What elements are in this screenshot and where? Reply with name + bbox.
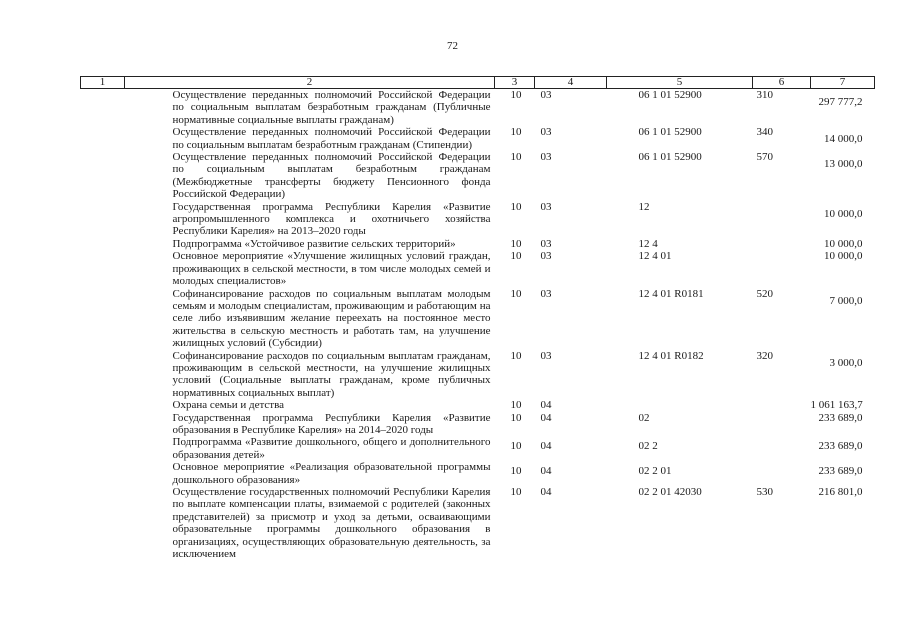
row-amount: 233 689,0: [818, 411, 863, 424]
row-name: Софинансирование расходов по социальным выплатам молодым семьям и молодым специалистам, проживающим и работающим на селе либо изъявившим желание переехать на постоянное место жительства в сельскую местность и работать там, на улучшение жилищных условий (Субсидии): [172, 287, 491, 350]
row-expense-type: [753, 461, 811, 486]
row-amount: 7 000,0: [829, 294, 863, 307]
row-number-cell: [81, 461, 125, 486]
row-name: Осуществление государственных полномочий Республики Карелия по выплате компенсации платы, взимаемой с родителей (законных представителей) за присмотр и уход за детьми, осваивающими образовательные программы дошкольного образования в организациях, осуществляющих образовательную деятельность, за исключением: [172, 486, 491, 561]
row-target-code: 06 1 01 52900: [638, 126, 702, 139]
row-number-cell: [81, 350, 125, 400]
row-section: 10: [510, 200, 522, 213]
table-row: [81, 201, 875, 238]
row-number-cell: [81, 89, 125, 127]
row-number-cell: [81, 436, 125, 461]
row-number-cell: [81, 486, 125, 560]
row-subsection: 04: [540, 486, 552, 498]
table-row: [81, 126, 875, 151]
row-amount: 10 000,0: [824, 207, 863, 220]
row-number-cell: [81, 412, 125, 437]
row-expense-type: [753, 201, 811, 238]
row-name: Осуществление переданных полномочий Российской Федерации по социальным выплатам безработным гражданам (Межбюджетные трансферты бюджету Пенсионного фонда Российской Федерации): [172, 151, 491, 201]
table-row: [81, 486, 875, 560]
row-name: Софинансирование расходов по социальным выплатам гражданам, проживающим в сельской местности, на улучшение жилищных условий (Социальные выплаты гражданам, кроме публичных нормативных социальных выплат): [172, 349, 491, 399]
row-section: 10: [510, 349, 522, 362]
column-header-6: 6: [753, 77, 811, 89]
row-subsection: 03: [540, 151, 552, 164]
row-target-code: 06 1 01 52900: [638, 151, 702, 164]
row-name: Подпрограмма «Устойчивое развитие сельских территорий»: [172, 237, 456, 250]
row-name: Охрана семьи и детства: [172, 399, 285, 412]
row-subsection: 03: [540, 237, 552, 250]
row-target-code: 02: [638, 411, 650, 424]
row-name: Осуществление переданных полномочий Российской Федерации по социальным выплатам безработным гражданам (Публичные нормативные социальные выплаты гражданам): [172, 89, 491, 126]
row-expense-type: 570: [756, 151, 773, 164]
row-name: Основное мероприятие «Реализация образовательной программы дошкольного образования»: [172, 461, 491, 486]
row-amount: 233 689,0: [818, 465, 863, 478]
row-amount: 216 801,0: [818, 486, 863, 498]
table-row: [81, 412, 875, 437]
row-target-code: 12 4: [638, 237, 658, 250]
column-header-3: 3: [495, 77, 535, 89]
table-row: [81, 350, 875, 400]
row-subsection: 03: [540, 287, 552, 300]
row-name: Государственная программа Республики Карелия «Развитие образования в Республике Карелия» на 2014–2020 годы: [172, 411, 491, 436]
row-amount: 13 000,0: [824, 158, 863, 171]
row-name: Подпрограмма «Развитие дошкольного, общего и дополнительного образования детей»: [172, 436, 491, 461]
row-amount: 297 777,2: [818, 96, 863, 108]
row-expense-type: 530: [756, 486, 773, 498]
table-row: [81, 89, 875, 127]
table-row: [81, 238, 875, 250]
row-target-code: 06 1 01 52900: [638, 89, 702, 101]
row-subsection: 04: [540, 399, 552, 412]
column-header-5: 5: [607, 77, 753, 89]
table-row: [81, 288, 875, 350]
row-target-code: 12 4 01 R0182: [638, 349, 704, 362]
budget-table: [80, 76, 875, 560]
row-amount: 10 000,0: [824, 237, 863, 250]
row-section: 10: [510, 89, 522, 101]
row-number-cell: [81, 151, 125, 201]
row-expense-type: [753, 250, 811, 287]
row-section: 10: [510, 237, 522, 250]
row-subsection: 04: [540, 440, 552, 453]
row-subsection: 03: [540, 89, 552, 101]
row-target-code: 12 4 01 R0181: [638, 287, 704, 300]
row-name: Государственная программа Республики Карелия «Развитие агропромышленного комплекса и охотничьего хозяйства Республики Карелия» на 2013–2020 годы: [172, 200, 491, 238]
row-expense-type: 340: [756, 126, 773, 139]
row-name: Основное мероприятие «Улучшение жилищных условий граждан, проживающих в сельской местности, в том числе молодых семей и молодых специалистов»: [172, 250, 491, 288]
column-header-row: [81, 77, 875, 89]
row-section: 10: [510, 151, 522, 164]
row-subsection: 03: [540, 250, 552, 263]
row-expense-type: 320: [756, 349, 773, 362]
row-expense-type: [753, 238, 811, 250]
row-subsection: 04: [540, 411, 552, 424]
row-target-code: 12 4 01: [638, 250, 672, 263]
page-number: 72: [447, 40, 458, 52]
row-number-cell: [81, 238, 125, 250]
row-expense-type: [753, 412, 811, 437]
row-target-code: 02 2 01: [638, 465, 672, 478]
row-number-cell: [81, 250, 125, 287]
row-section: 10: [510, 126, 522, 139]
row-target-code: 12: [638, 200, 650, 213]
row-expense-type: 310: [756, 89, 773, 101]
table-row: [81, 461, 875, 486]
column-header-7: 7: [811, 77, 875, 89]
row-section: 10: [510, 250, 522, 263]
row-section: 10: [510, 465, 522, 478]
table-row: [81, 151, 875, 201]
row-amount: 14 000,0: [824, 133, 863, 146]
row-section: 10: [510, 411, 522, 424]
table-row: [81, 399, 875, 411]
row-subsection: 03: [540, 349, 552, 362]
row-section: 10: [510, 399, 522, 412]
row-expense-type: [753, 436, 811, 461]
row-expense-type: [753, 399, 811, 411]
row-number-cell: [81, 201, 125, 238]
table-row: [81, 436, 875, 461]
table-row: [81, 250, 875, 287]
row-number-cell: [81, 126, 125, 151]
row-expense-type: 520: [756, 287, 773, 300]
column-header-1: 1: [81, 77, 125, 89]
row-section: 10: [510, 486, 522, 498]
row-subsection: 04: [540, 465, 552, 478]
row-section: 10: [510, 287, 522, 300]
column-header-2: 2: [125, 77, 495, 89]
row-subsection: 03: [540, 200, 552, 213]
row-target-code: [607, 399, 753, 411]
column-header-4: 4: [535, 77, 607, 89]
row-amount: 1 061 163,7: [810, 399, 863, 412]
row-name: Осуществление переданных полномочий Российской Федерации по социальным выплатам безработным гражданам (Стипендии): [172, 126, 491, 151]
row-number-cell: [81, 288, 125, 350]
row-subsection: 03: [540, 126, 552, 139]
row-target-code: 02 2 01 42030: [638, 486, 702, 498]
row-section: 10: [510, 440, 522, 453]
row-number-cell: [81, 399, 125, 411]
row-target-code: 02 2: [638, 440, 658, 453]
row-amount: 3 000,0: [829, 356, 863, 369]
row-amount: 233 689,0: [818, 440, 863, 453]
row-amount: 10 000,0: [824, 250, 863, 263]
